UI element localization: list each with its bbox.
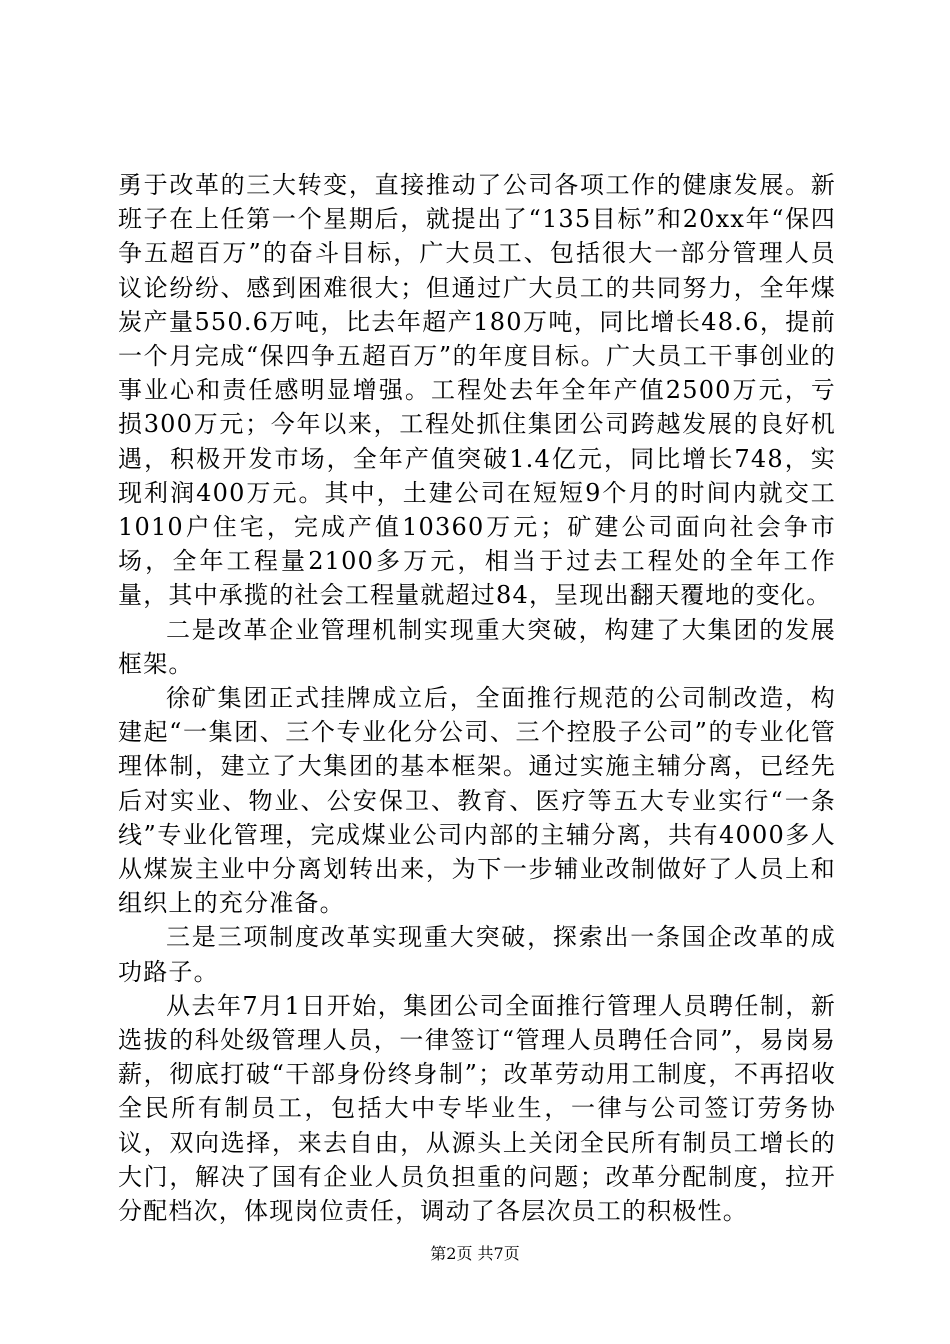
paragraph-heading-three: 三是三项制度改革实现重大突破，探索出一条国企改革的成功路子。	[118, 923, 836, 986]
paragraph-heading-two: 二是改革企业管理机制实现重大突破，构建了大集团的发展框架。	[118, 615, 836, 678]
paragraph-group-reform: 徐矿集团正式挂牌成立后，全面推行规范的公司制改造，构建起“一集团、三个专业化分公司、三个控股子公司”的专业化管理体制，建立了大集团的基本框架。通过实施主辅分离，已经先后对实业、物业、公安保卫、教育、医疗等五大专业实行“一条线”专业化管理，完成煤业公司内部的主辅分离，共有4000多人从煤炭主业中分离划转出来，为下一步辅业改制做好了人员上和组织上的充分准备。	[118, 684, 836, 918]
paragraph-three-systems: 从去年7月1日开始，集团公司全面推行管理人员聘任制，新选拔的科处级管理人员，一律签订“管理人员聘任合同”，易岗易薪，彻底打破“干部身份终身制”；改革劳动用工制度，不再招收全民所有制员工，包括大中专毕业生，一律与公司签订劳务协议，双向选择，来去自由，从源头上关闭全民所有制员工增长的大门，解决了国有企业人员负担重的问题；改革分配制度，拉开分配档次，体现岗位责任，调动了各层次员工的积极性。	[118, 991, 836, 1226]
page-footer: 第2页 共7页	[430, 1244, 520, 1263]
paragraph-continuation: 勇于改革的三大转变，直接推动了公司各项工作的健康发展。新班子在上任第一个星期后，就提出了“135目标”和20xx年“保四争五超百万”的奋斗目标，广大员工、包括很大一部分管理人员议论纷纷、感到困难很大；但通过广大员工的共同努力，全年煤炭产量550.6万吨，比去年超产180万吨，同比增长48.6，提前一个月完成“保四争五超百万”的年度目标。广大员工干事创业的事业心和责任感明显增强。工程处去年全年产值2500万元，亏损300万元；今年以来，工程处抓住集团公司跨越发展的良好机遇，积极开发市场，全年产值突破1.4亿元，同比增长748，实现利润400万元。其中，土建公司在短短9个月的时间内就交工1010户住宅，完成产值10360万元；矿建公司面向社会争市场，全年工程量2100多万元，相当于过去工程处的全年工作量，其中承揽的社会工程量就超过84，呈现出翻天覆地的变化。	[118, 171, 836, 610]
document-body	[118, 168, 836, 1228]
